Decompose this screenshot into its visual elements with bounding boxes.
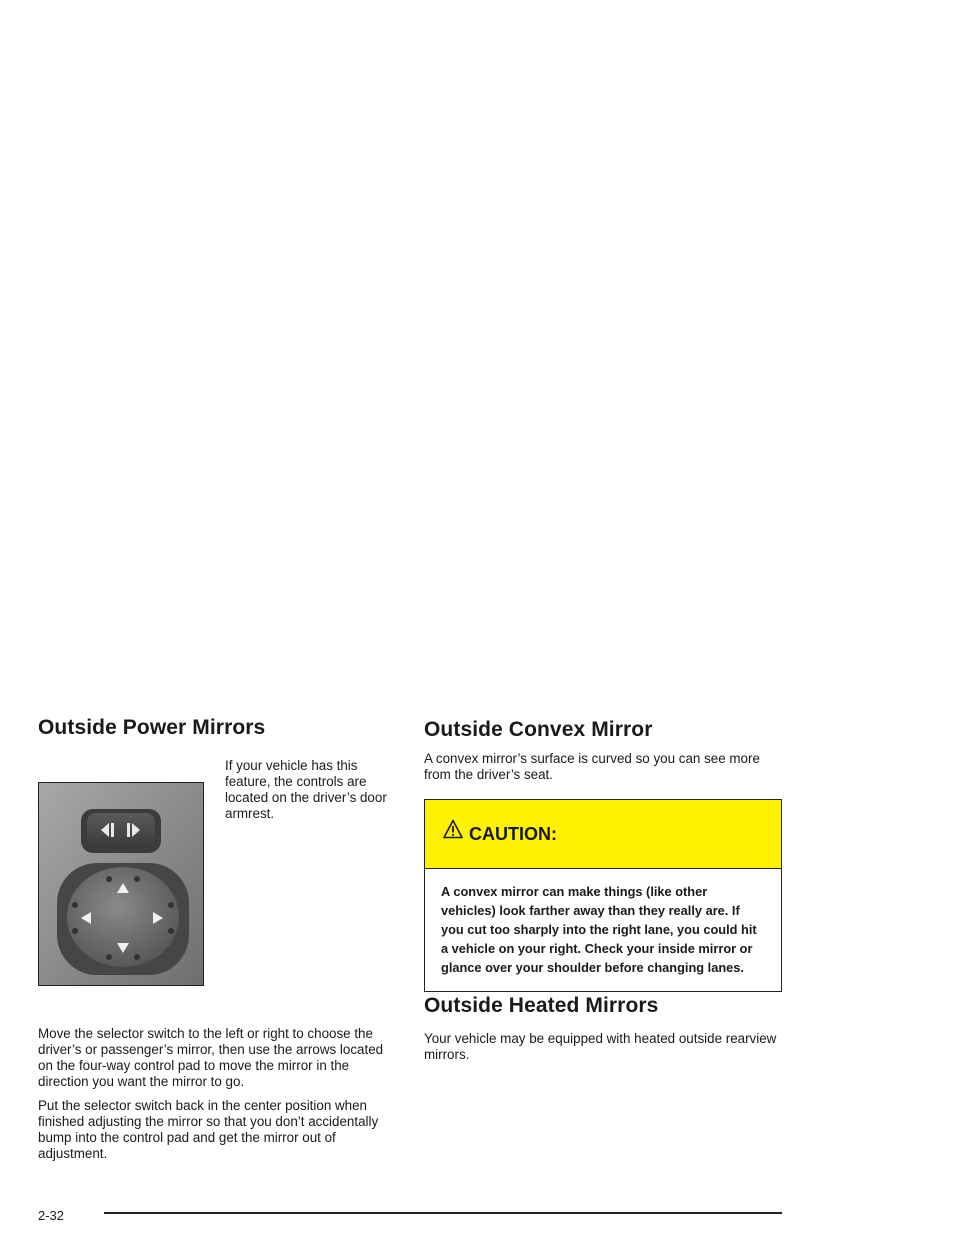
caution-text: A convex mirror can make things (like other vehicles) look farther away than they really are. If you cut too sharply into the right lane, you could hit a vehicle on your right. Check your inside mirror or glance over your shoulder before changing lanes. [441,884,757,975]
caution-body [425,869,781,991]
heated-mirrors-text: Your vehicle may be equipped with heated outside rearview mirrors. [424,1031,777,1062]
intro-text: If your vehicle has this feature, the controls are located on the driver’s door armrest. [225,758,387,821]
instruction-paragraph-2: Put the selector switch back in the center position when finished adjusting the mirror so that you don’t accidentally bump into the control pad and get the mirror out of adjustment. [38,1098,379,1161]
mirror-control-photo [38,782,204,986]
mirror-control-switch-icon [39,783,204,986]
right-column [424,716,782,1063]
section-title-heated-mirrors: Outside Heated Mirrors [424,994,659,1017]
section-title-power-mirrors: Outside Power Mirrors [38,716,266,739]
warning-triangle-icon [443,819,463,839]
footer-rule [104,1212,782,1214]
caution-box [424,799,782,992]
convex-mirror-text: A convex mirror’s surface is curved so you can see more from the driver’s seat. [424,751,760,782]
caution-label: CAUTION: [469,823,557,844]
instruction-paragraph-1: Move the selector switch to the left or right to choose the driver’s or passenger’s mirror, then use the arrows located on the four-way control pad to move the mirror in the direction you want the mirror to go. [38,1026,384,1089]
page-number: 2-32 [38,1208,65,1223]
caution-header [425,800,781,869]
instructions-block [38,1026,394,1162]
section-title-convex-mirror: Outside Convex Mirror [424,718,653,741]
photo-block [38,758,394,966]
intro-text-block [225,758,397,822]
left-column [38,716,394,1162]
